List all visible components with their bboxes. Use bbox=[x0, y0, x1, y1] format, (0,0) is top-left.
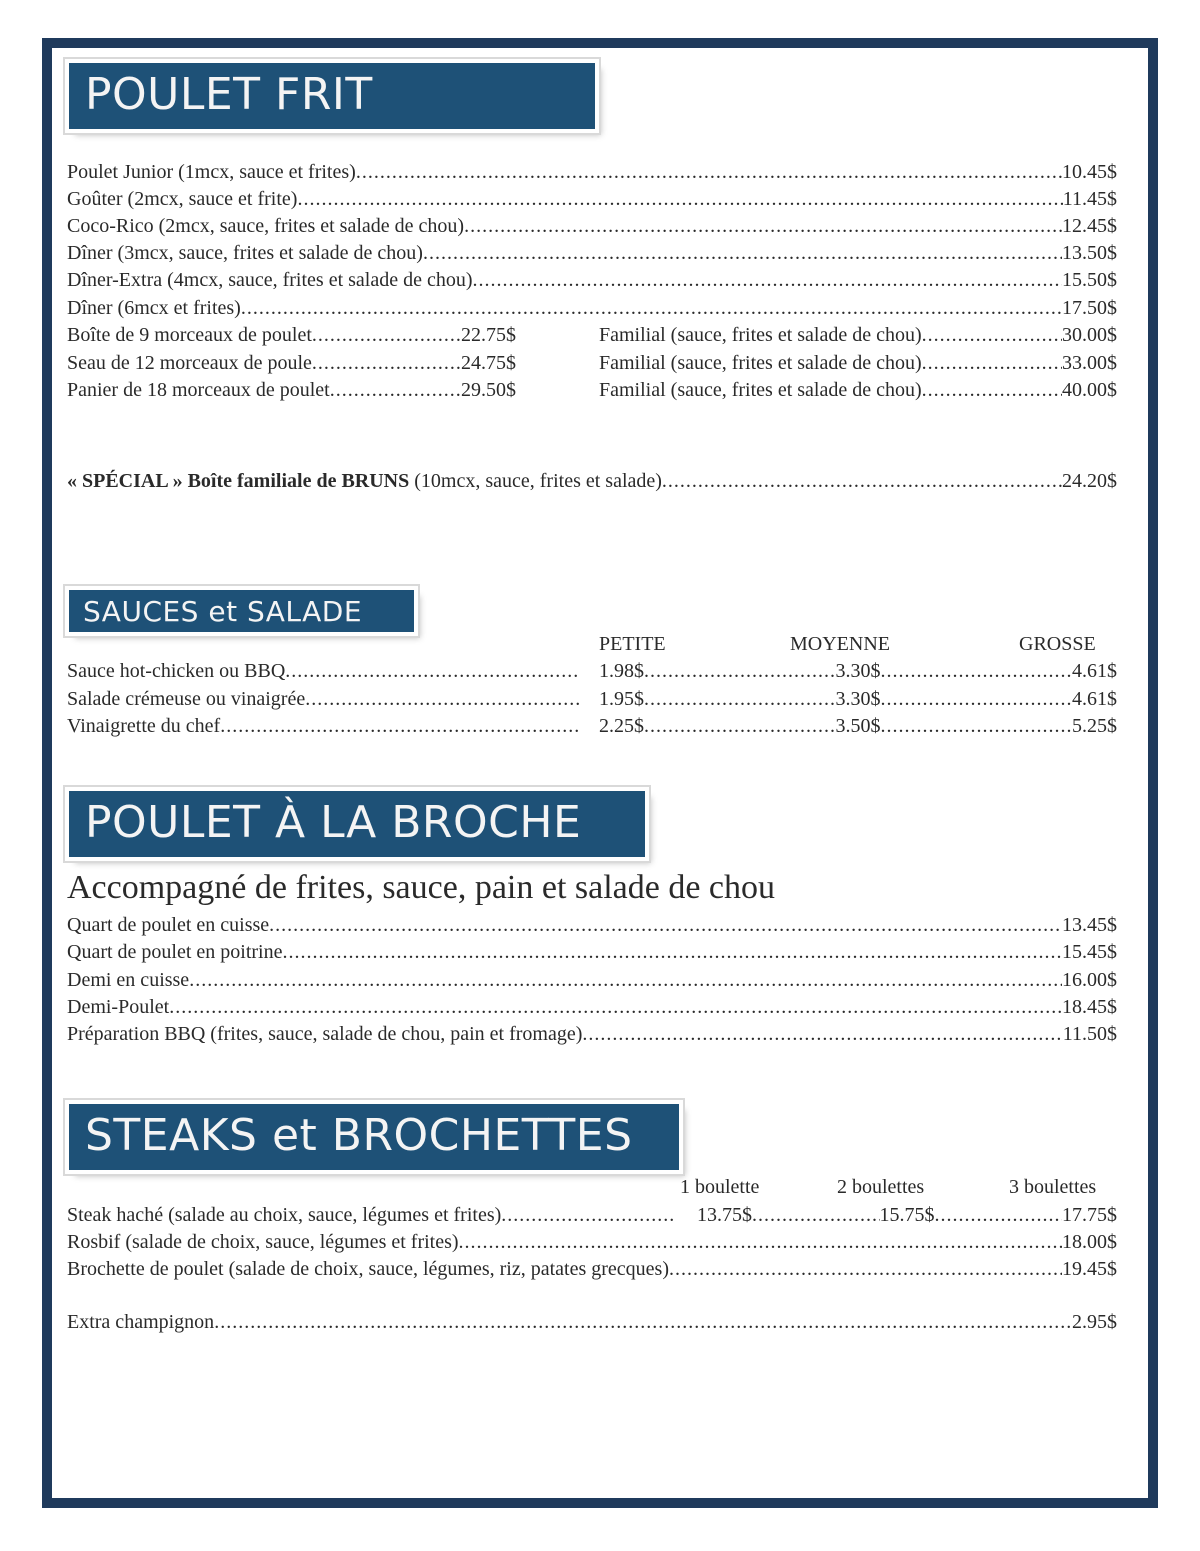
menu-item bbox=[67, 939, 1117, 966]
section-header-steaks bbox=[69, 1104, 679, 1170]
price-3-boulettes: 17.75$ bbox=[1062, 1204, 1117, 1226]
item-label: Salade crémeuse ou vinaigrée bbox=[67, 688, 306, 710]
steak-item bbox=[67, 1202, 675, 1229]
item-price: 17.50$ bbox=[1062, 297, 1117, 319]
extra-item bbox=[67, 1309, 1117, 1336]
special-item bbox=[67, 468, 1117, 495]
section-header-sauces bbox=[69, 590, 414, 632]
col-header-grosse: GROSSE bbox=[1019, 633, 1096, 655]
broche-subtitle: Accompagné de frites, sauce, pain et salade de chou bbox=[67, 869, 776, 906]
box-item bbox=[67, 377, 516, 404]
item-label: Familial (sauce, frites et salade de chou) bbox=[599, 324, 922, 346]
section-header-poulet-frit bbox=[69, 63, 595, 129]
price-petite: 1.98$ bbox=[599, 660, 644, 682]
col-header-2-boulettes: 2 boulettes bbox=[837, 1176, 925, 1198]
col-header-petite: PETITE bbox=[599, 633, 666, 655]
item-price: 2.95$ bbox=[1072, 1311, 1117, 1333]
item-label: Rosbif (salade de choix, sauce, légumes et frites) bbox=[67, 1231, 459, 1253]
price-petite: 2.25$ bbox=[599, 715, 644, 737]
item-label: Goûter (2mcx, sauce et frite) bbox=[67, 188, 298, 210]
item-label: Dîner (3mcx, sauce, frites et salade de chou) bbox=[67, 242, 423, 264]
price-grosse: 4.61$ bbox=[1072, 688, 1117, 710]
box-item bbox=[67, 350, 516, 377]
item-price: 13.45$ bbox=[1062, 914, 1117, 936]
item-label: Familial (sauce, frites et salade de chou) bbox=[599, 379, 922, 401]
item-price: 11.45$ bbox=[1062, 188, 1117, 210]
item-label: Dîner-Extra (4mcx, sauce, frites et salade de chou) bbox=[67, 269, 473, 291]
col-header-3-boulettes: 3 boulettes bbox=[1009, 1176, 1097, 1198]
item-price: 13.50$ bbox=[1062, 242, 1117, 264]
item-price: 33.00$ bbox=[1062, 352, 1117, 374]
section-title: POULET FRIT bbox=[85, 69, 373, 120]
item-price: 24.20$ bbox=[1062, 470, 1117, 492]
item-price: 10.45$ bbox=[1062, 161, 1117, 183]
item-price: 29.50$ bbox=[461, 379, 516, 401]
item-price: 24.75$ bbox=[461, 352, 516, 374]
price-1-boulette: 13.75$ bbox=[697, 1204, 752, 1226]
item-label: Vinaigrette du chef bbox=[67, 715, 221, 737]
special-bold-label: « SPÉCIAL » Boîte familiale de BRUNS bbox=[67, 470, 410, 492]
menu-item bbox=[67, 186, 1117, 213]
item-label: Demi-Poulet bbox=[67, 996, 170, 1018]
item-label: Coco-Rico (2mcx, sauce, frites et salade de chou) bbox=[67, 215, 465, 237]
item-price: 16.00$ bbox=[1062, 969, 1117, 991]
item-label: Préparation BBQ (frites, sauce, salade de chou, pain et fromage) bbox=[67, 1023, 583, 1045]
price-grosse: 5.25$ bbox=[1072, 715, 1117, 737]
item-label: Sauce hot-chicken ou BBQ bbox=[67, 660, 286, 682]
item-label: Extra champignon bbox=[67, 1311, 215, 1333]
sauce-item bbox=[67, 658, 579, 685]
price-2-boulettes: 15.75$ bbox=[879, 1204, 935, 1226]
col-header-1-boulette: 1 boulette bbox=[680, 1176, 760, 1198]
item-label: Brochette de poulet (salade de choix, sauce, légumes, riz, patates grecques) bbox=[67, 1258, 669, 1280]
menu-item bbox=[67, 159, 1117, 186]
sauce-prices bbox=[599, 658, 1117, 685]
section-title: SAUCES et SALADE bbox=[83, 595, 363, 628]
item-label: Demi en cuisse bbox=[67, 969, 190, 991]
section-title: STEAKS et BROCHETTES bbox=[85, 1110, 633, 1161]
item-label: Dîner (6mcx et frites) bbox=[67, 297, 241, 319]
section-title: POULET À LA BROCHE bbox=[85, 797, 582, 848]
steak-prices bbox=[697, 1202, 1117, 1229]
box-item bbox=[67, 322, 516, 349]
price-moyenne: 3.30$ bbox=[835, 660, 881, 682]
menu-item bbox=[67, 994, 1117, 1021]
price-moyenne: 3.30$ bbox=[835, 688, 881, 710]
col-header-moyenne: MOYENNE bbox=[790, 633, 890, 655]
item-price: 12.45$ bbox=[1062, 215, 1117, 237]
item-label: Seau de 12 morceaux de poule bbox=[67, 352, 312, 374]
sauce-item bbox=[67, 713, 579, 740]
menu-item bbox=[67, 1256, 1117, 1283]
section-header-broche bbox=[69, 791, 645, 857]
sauce-prices bbox=[599, 686, 1117, 713]
special-label: (10mcx, sauce, frites et salade) bbox=[409, 470, 662, 492]
menu-item bbox=[67, 213, 1117, 240]
item-price: 15.45$ bbox=[1062, 941, 1117, 963]
item-price: 18.00$ bbox=[1062, 1231, 1117, 1253]
item-label: Poulet Junior (1mcx, sauce et frites) bbox=[67, 161, 356, 183]
menu-item bbox=[67, 295, 1117, 322]
price-moyenne: 3.50$ bbox=[835, 715, 881, 737]
familial-item bbox=[599, 377, 1117, 404]
item-label: Boîte de 9 morceaux de poulet bbox=[67, 324, 312, 346]
price-grosse: 4.61$ bbox=[1072, 660, 1117, 682]
menu-item bbox=[67, 267, 1117, 294]
price-petite: 1.95$ bbox=[599, 688, 644, 710]
sauce-item bbox=[67, 686, 579, 713]
item-label: Familial (sauce, frites et salade de chou) bbox=[599, 352, 922, 374]
item-label: Steak haché (salade au choix, sauce, légumes et frites) bbox=[67, 1204, 502, 1226]
item-price: 19.45$ bbox=[1062, 1258, 1117, 1280]
item-price: 18.45$ bbox=[1062, 996, 1117, 1018]
item-price: 11.50$ bbox=[1062, 1023, 1117, 1045]
menu-item bbox=[67, 912, 1117, 939]
menu-item bbox=[67, 240, 1117, 267]
item-label: Quart de poulet en poitrine bbox=[67, 941, 283, 963]
item-label: Panier de 18 morceaux de poulet bbox=[67, 379, 330, 401]
item-price: 22.75$ bbox=[461, 324, 516, 346]
item-price: 30.00$ bbox=[1062, 324, 1117, 346]
item-price: 15.50$ bbox=[1062, 269, 1117, 291]
item-price: 40.00$ bbox=[1062, 379, 1117, 401]
menu-item bbox=[67, 1021, 1117, 1048]
item-label: Quart de poulet en cuisse bbox=[67, 914, 270, 936]
menu-item bbox=[67, 1229, 1117, 1256]
familial-item bbox=[599, 350, 1117, 377]
sauce-prices bbox=[599, 713, 1117, 740]
familial-item bbox=[599, 322, 1117, 349]
menu-item bbox=[67, 967, 1117, 994]
